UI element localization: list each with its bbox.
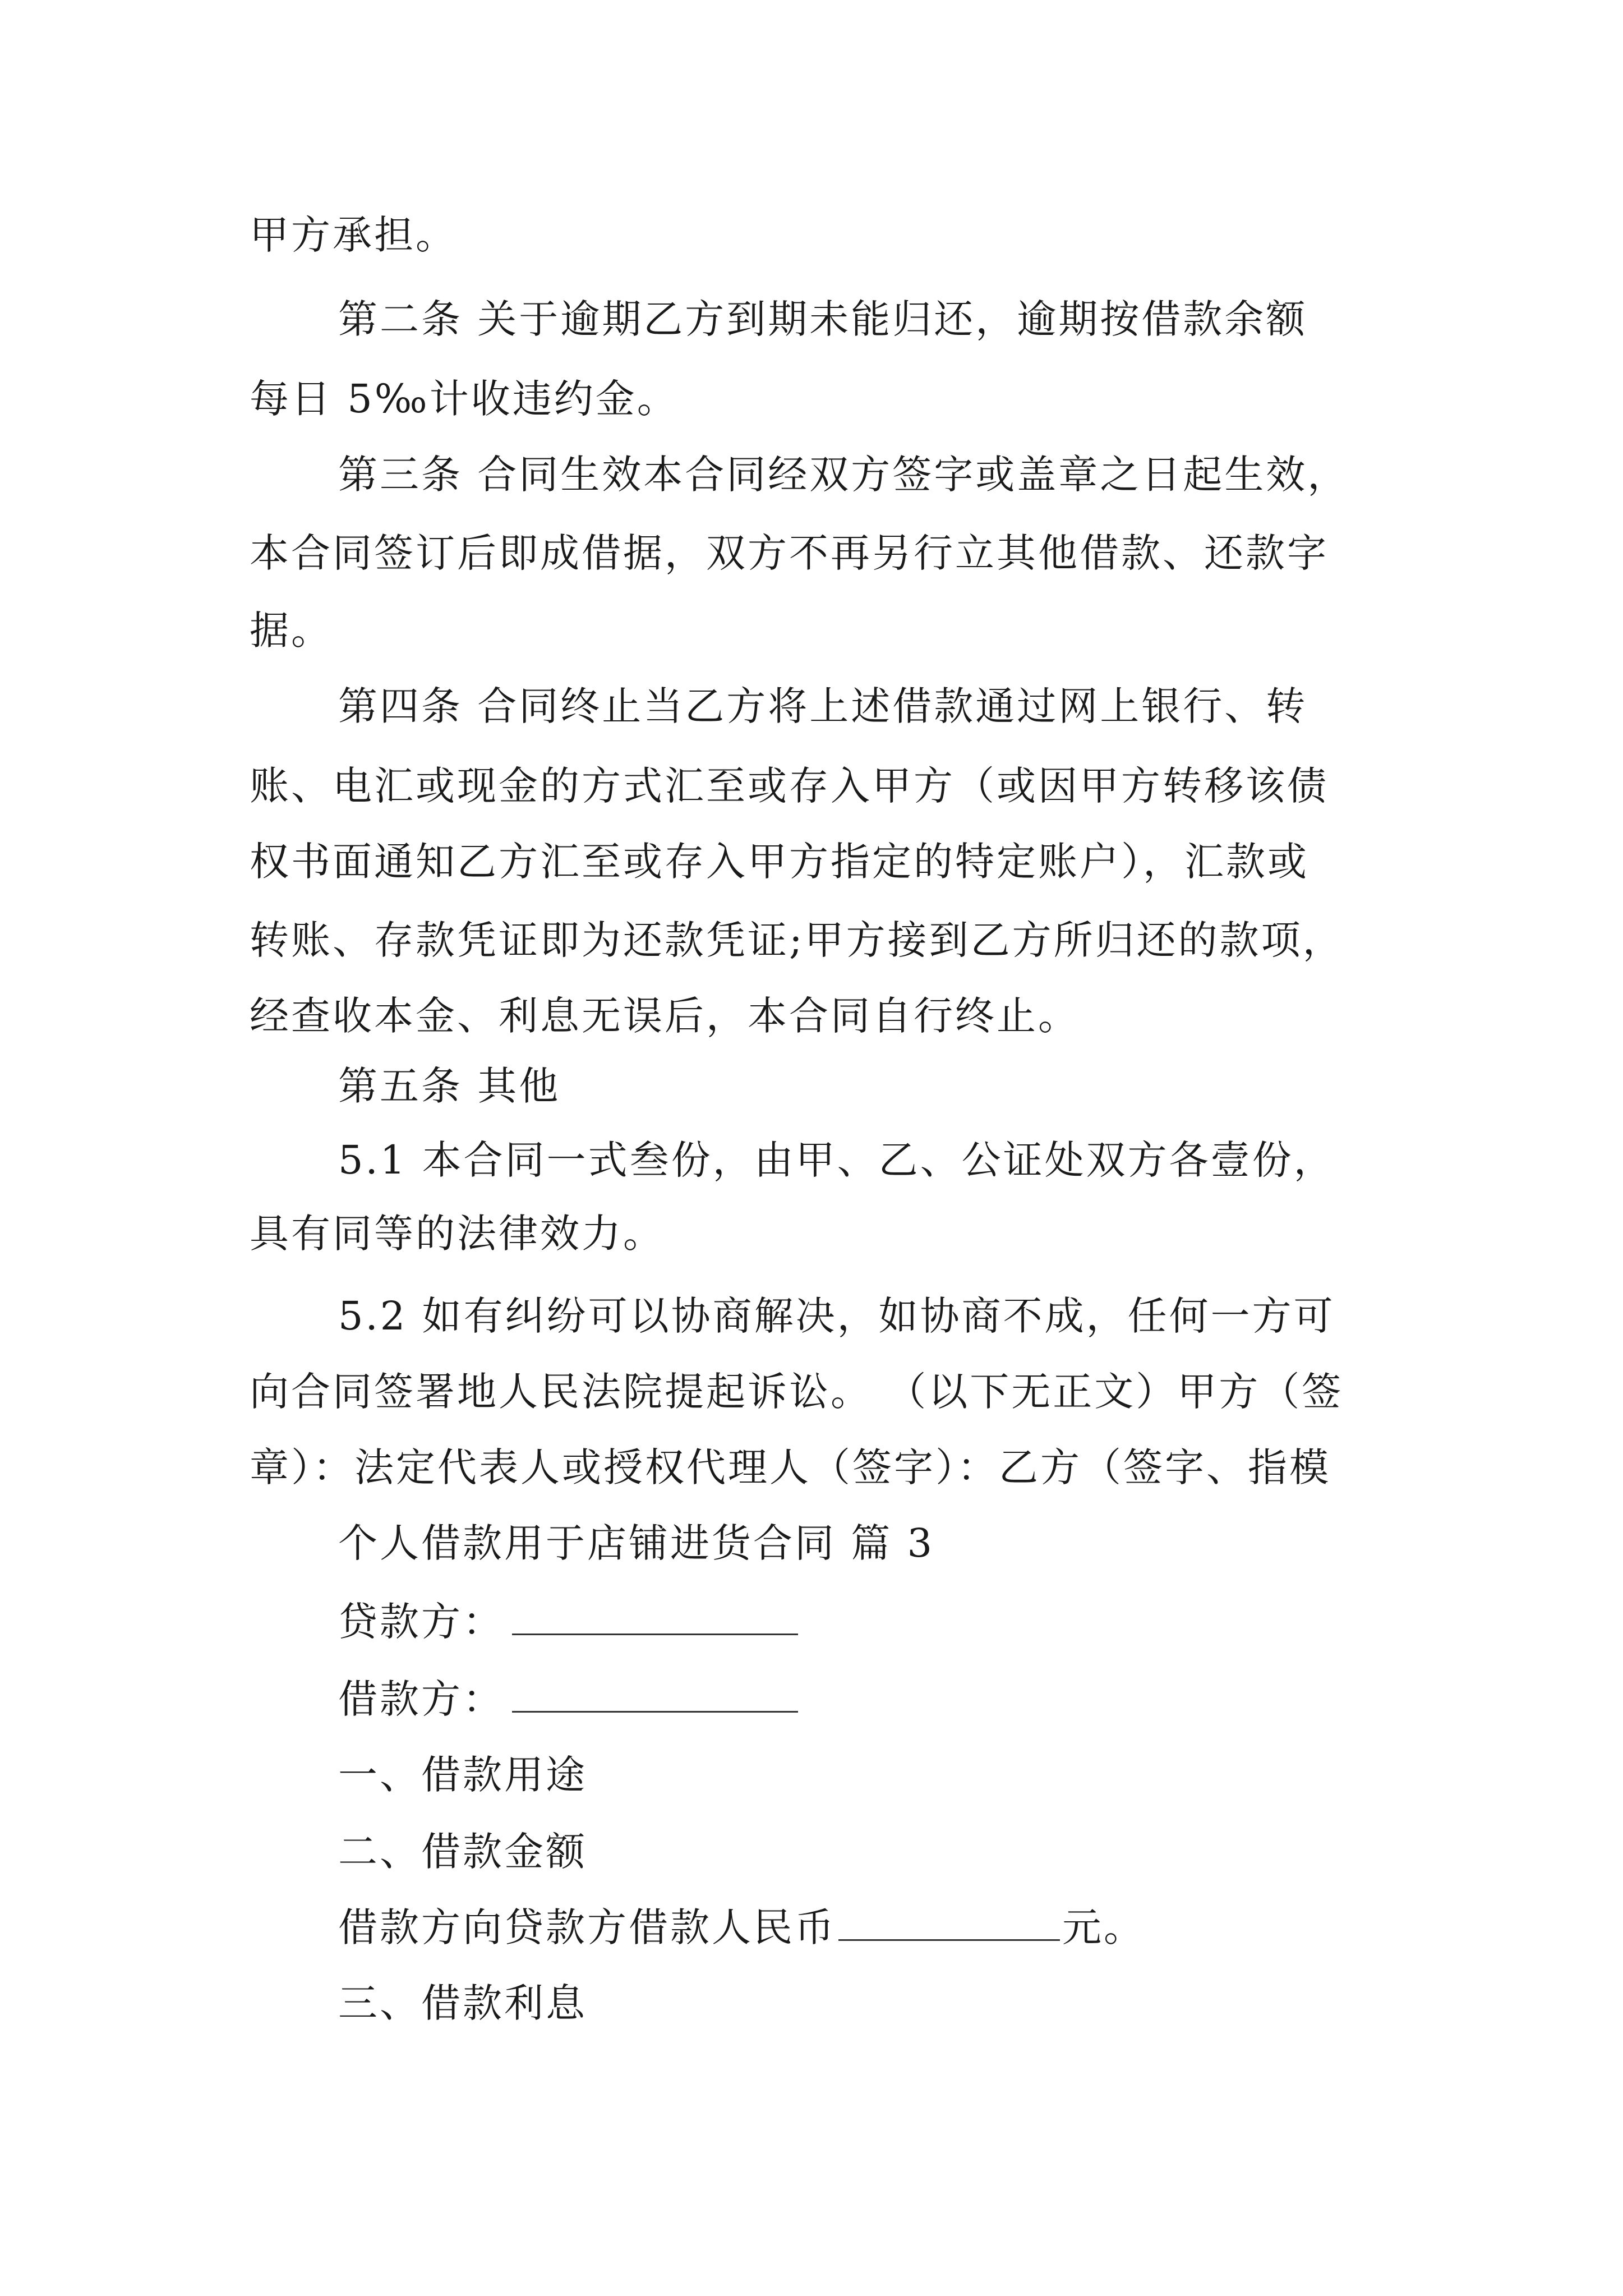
amount-prefix: 借款方向贷款方借款人民币 — [338, 1904, 836, 1950]
clause-5-2: 5.2 如有纠纷可以协商解决，如协商不成，任何一方可 — [338, 1293, 1335, 1339]
text-line: 向合同签署地人民法院提起诉讼。 （以下无正文）甲方（签 — [250, 1369, 1344, 1415]
section-heading: 一、借款用途 — [338, 1752, 587, 1798]
section-heading: 三、借款利息 — [338, 1980, 587, 2026]
text-line: 每日 5‰计收违约金。 — [250, 376, 679, 422]
text-line: 经查收本金、利息无误后，本合同自行终止。 — [250, 993, 1080, 1039]
lender-label: 贷款方： — [338, 1599, 504, 1645]
text-line: 本合同签订后即成借据，双方不再另行立其他借款、还款字 — [250, 530, 1329, 576]
article-5-heading: 第五条 其他 — [338, 1063, 561, 1109]
borrower-blank — [512, 1680, 798, 1713]
amount-blank — [838, 1908, 1060, 1941]
borrower-label: 借款方： — [338, 1676, 504, 1722]
lender-blank — [512, 1602, 798, 1635]
article-3-heading: 第三条 合同生效本合同经双方签字或盖章之日起生效， — [338, 452, 1349, 498]
contract-title: 个人借款用于店铺进货合同 篇 3 — [338, 1520, 935, 1566]
borrower-row — [338, 1673, 798, 1725]
amount-suffix: 元。 — [1062, 1904, 1145, 1950]
text-line: 权书面通知乙方汇至或存入甲方指定的特定账户），汇款或 — [250, 839, 1309, 885]
text-line: 转账、存款凭证即为还款凭证;甲方接到乙方所归还的款项， — [250, 917, 1344, 963]
lender-row — [338, 1596, 798, 1648]
article-2-heading: 第二条 关于逾期乙方到期未能归还，逾期按借款余额 — [338, 296, 1308, 342]
text-line: 账、电汇或现金的方式汇至或存入甲方（或因甲方转移该债 — [250, 763, 1329, 809]
clause-5-1: 5.1 本合同一式叁份，由甲、乙、公证处双方各壹份， — [338, 1137, 1335, 1183]
text-line: 据。 — [250, 608, 333, 654]
text-line: 具有同等的法律效力。 — [250, 1211, 665, 1257]
amount-row — [338, 1902, 1145, 1953]
text-line: 甲方承担。 — [250, 212, 457, 258]
article-4-heading: 第四条 合同终止当乙方将上述借款通过网上银行、转 — [338, 683, 1308, 729]
section-heading: 二、借款金额 — [338, 1829, 587, 1875]
text-line: 章）：法定代表人或授权代理人（签字）：乙方（签字、指模 — [250, 1444, 1331, 1490]
